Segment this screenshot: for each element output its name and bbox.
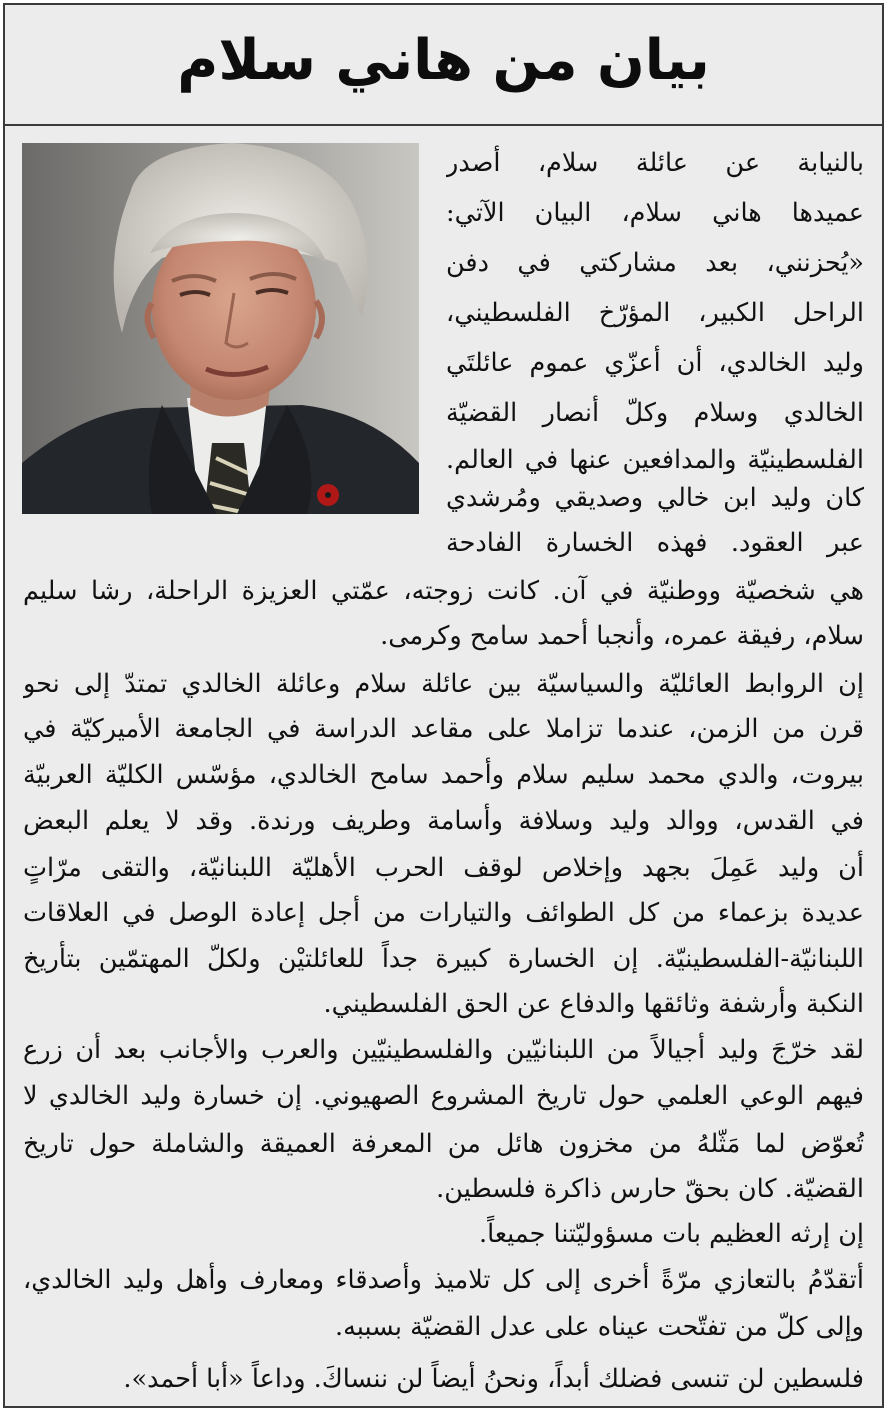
body-line: لقد خرّجَ وليد أجيالاً من اللبنانيّين والفلسطينيّين والعرب والأجانب بعد أن زرع: [23, 1035, 864, 1065]
article-body: [5, 5, 882, 1406]
body-line: إن الروابط العائليّة والسياسيّة بين عائلة سلام وعائلة الخالدي تمتدّ إلى نحو: [23, 669, 864, 699]
statement-article: [3, 3, 884, 1408]
body-line: تُعوّض لما مَثّلهُ من مخزون هائل من المعرفة العميقة والشاملة حول تاريخ: [23, 1129, 864, 1159]
body-line: الراحل الكبير، المؤرّخ الفلسطيني،: [446, 298, 864, 328]
body-line: أتقدّمُ بالتعازي مرّةً أخرى إلى كل تلاميذ وأصدقاء ومعارف وأهل وليد الخالدي،: [23, 1265, 864, 1295]
body-line: أن وليد عَمِلَ بجهد وإخلاص لوقف الحرب الأهليّة اللبنانيّة، والتقى مرّاتٍ: [23, 853, 864, 883]
body-line: هي شخصيّة ووطنيّة في آن. كانت زوجته، عمّتي العزيزة الراحلة، رشا سليم: [23, 576, 864, 606]
body-line: وليد الخالدي، أن أعزّي عموم عائلتَي: [446, 348, 864, 378]
body-line: عميدها هاني سلام، البيان الآتي:: [446, 198, 864, 228]
body-line: إن إرثه العظيم بات مسؤوليّتنا جميعاً.: [478, 1219, 864, 1249]
body-line: الفلسطينيّة والمدافعين عنها في العالم.: [446, 445, 864, 475]
body-line: القضيّة. كان بحقّ حارس ذاكرة فلسطين.: [436, 1174, 864, 1204]
article-title: بيان من هاني سلام: [177, 28, 710, 93]
body-line: فلسطين لن تنسى فضلك أبداً، ونحنُ أيضاً لن ننساكَ. وداعاً «أبا أحمد».: [123, 1364, 864, 1394]
body-line: عبر العقود. فهذه الخسارة الفادحة: [446, 528, 864, 558]
body-line: بالنيابة عن عائلة سلام، أصدر: [446, 148, 864, 178]
body-line: اللبنانيّة-الفلسطينيّة. إن الخسارة كبيرة جداً للعائلتيْن ولكلّ المهتمّين بتأريخ: [23, 944, 864, 974]
body-line: عديدة بزعماء من كل الطوائف والتيارات من أجل إعادة الوصل في العلاقات: [23, 898, 864, 928]
body-line: سلام، رفيقة عمره، وأنجبا أحمد سامح وكرمى.: [380, 621, 864, 651]
body-line: الخالدي وسلام وكلّ أنصار القضيّة: [446, 398, 864, 428]
body-line: كان وليد ابن خالي وصديقي ومُرشدي: [446, 483, 864, 513]
body-line: «يُحزنني، بعد مشاركتي في دفن: [446, 248, 864, 278]
body-line: قرن من الزمن، عندما تزاملا على مقاعد الدراسة في الجامعة الأميركيّة في: [23, 714, 864, 744]
body-line: في القدس، ووالد وليد وسلافة وأسامة وطريف ورندة. وقد لا يعلم البعض: [23, 806, 864, 836]
body-line: وإلى كلّ من تفتّحت عيناه على عدل القضيّة بسببه.: [334, 1312, 864, 1342]
body-line: النكبة وأرشفة وثائقها والدفاع عن الحق الفلسطيني.: [323, 989, 864, 1019]
body-line: بيروت، والدي محمد سليم سلام وأحمد سامح الخالدي، مؤسّس الكليّة العربيّة: [23, 760, 864, 790]
body-line: فيهم الوعي العلمي حول تاريخ المشروع الصهيوني. إن خسارة وليد الخالدي لا: [23, 1081, 864, 1111]
